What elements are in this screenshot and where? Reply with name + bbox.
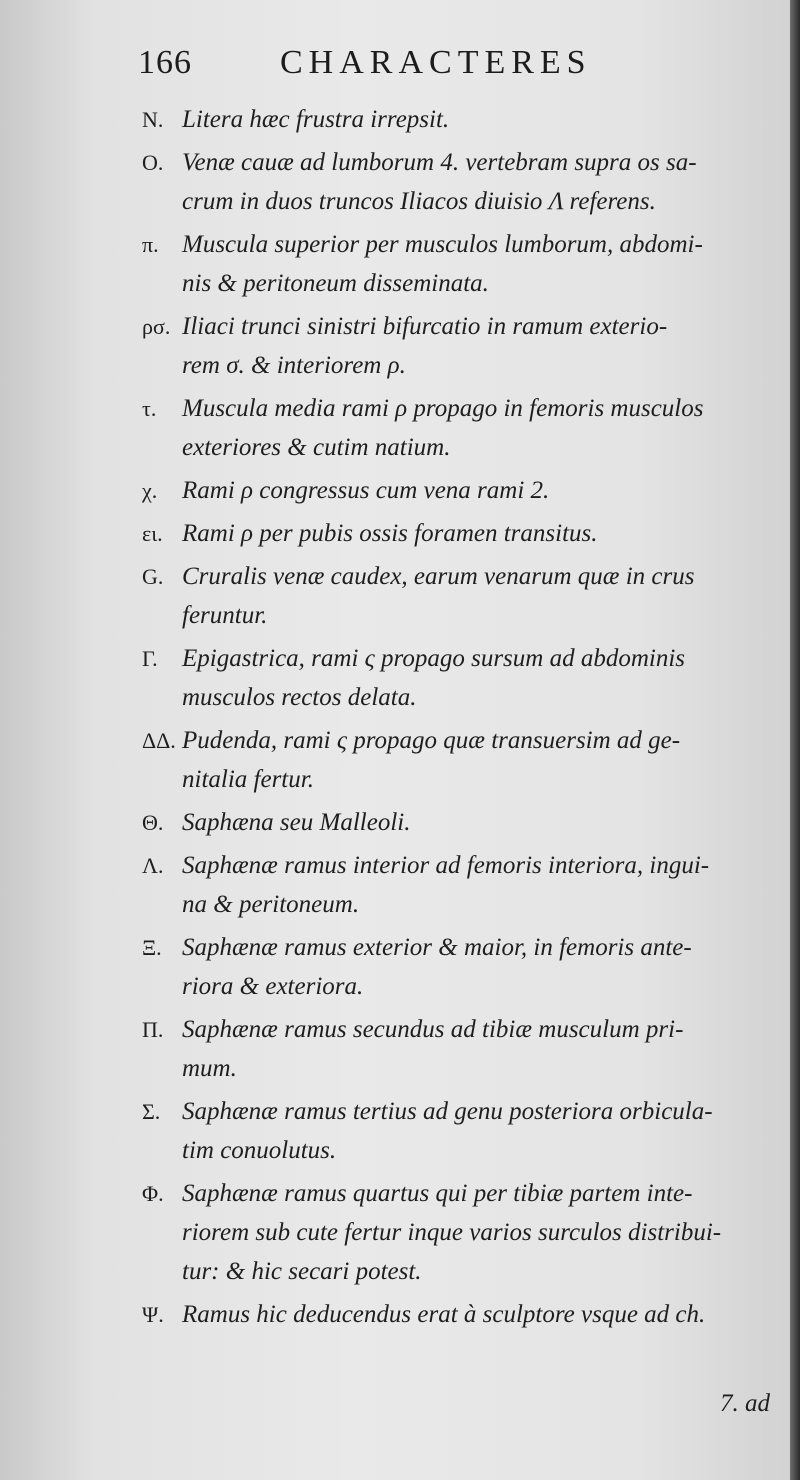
entry-text: Pudenda, rami ς propago quæ transuersim ad ge- nitalia fertur. [182,727,681,793]
entry-key: Λ. [142,853,164,878]
entry-key: N. [142,107,164,132]
entry-text: Iliaci trunci sinistri bifurcatio in ramum exterio- rem σ. & interiorem ρ. [182,313,668,379]
legend-entry [142,1295,782,1334]
catchword: 7. ad [720,1390,770,1417]
entry-text: Muscula media rami ρ propago in femoris musculos exteriores & cutim natium. [182,395,704,461]
entry-key: ΔΔ. [142,728,176,753]
legend-entry [142,225,782,303]
legend-entry [142,928,782,1006]
entry-text: Rami ρ per pubis ossis foramen transitus. [182,520,598,547]
legend-entry [142,557,782,635]
entry-text: Venæ cauæ ad lumborum 4. vertebram supra os sa- crum in duos truncos Iliacos diuisio Λ referens. [182,149,697,215]
entry-key: τ. [142,396,157,421]
page-number: 166 [138,44,192,81]
legend-entry [142,721,782,799]
legend-entry [142,846,782,924]
entry-text: Epigastrica, rami ς propago sursum ad abdominis musculos rectos delata. [182,645,686,711]
legend-entries [142,100,782,1338]
legend-entry [142,100,782,139]
entry-key: Π. [142,1017,164,1042]
book-edge-shadow [790,0,800,1480]
entry-key: χ. [142,478,158,503]
entry-text: Muscula superior per musculos lumborum, abdomi- nis & peritoneum disseminata. [182,231,703,297]
legend-entry [142,1010,782,1088]
entry-text: Cruralis venæ caudex, earum venarum quæ in crus feruntur. [182,563,695,629]
legend-entry [142,471,782,510]
entry-text: Saphænæ ramus tertius ad genu posteriora orbicula- tim conuolutus. [182,1098,713,1164]
entry-text: Ramus hic deducendus erat à sculptore vsque ad ch. [182,1301,706,1328]
running-head: CHARACTERES [280,44,592,81]
entry-text: Saphænæ ramus secundus ad tibiæ musculum pri- mum. [182,1016,684,1082]
entry-text: Saphænæ ramus exterior & maior, in femoris ante- riora & exteriora. [182,934,692,1000]
legend-entry [142,143,782,221]
legend-entry [142,639,782,717]
legend-entry [142,389,782,467]
entry-key: O. [142,150,164,175]
entry-key: π. [142,232,159,257]
entry-key: Σ. [142,1099,161,1124]
entry-text: Rami ρ congressus cum vena rami 2. [182,477,550,504]
entry-text: Litera hæc frustra irrepsit. [182,106,450,133]
entry-key: ρσ. [142,314,171,339]
entry-text: Saphæna seu Malleoli. [182,809,411,836]
legend-entry [142,1092,782,1170]
entry-key: Ξ. [142,935,162,960]
page-header [138,40,678,100]
entry-key: Φ. [142,1181,164,1206]
legend-entry [142,1174,782,1291]
legend-entry [142,803,782,842]
entry-text: Saphænæ ramus quartus qui per tibiæ partem inte- riorem sub cute fertur inque varios surculos distribui- tur: & hic secari potest. [182,1180,722,1285]
entry-key: ει. [142,521,163,546]
entry-key: Θ. [142,810,164,835]
entry-key: Γ. [142,646,158,671]
entry-key: Ψ. [142,1302,164,1327]
legend-entry [142,514,782,553]
legend-entry [142,307,782,385]
entry-key: G. [142,564,164,589]
entry-text: Saphænæ ramus interior ad femoris interiora, ingui- na & peritoneum. [182,852,710,918]
